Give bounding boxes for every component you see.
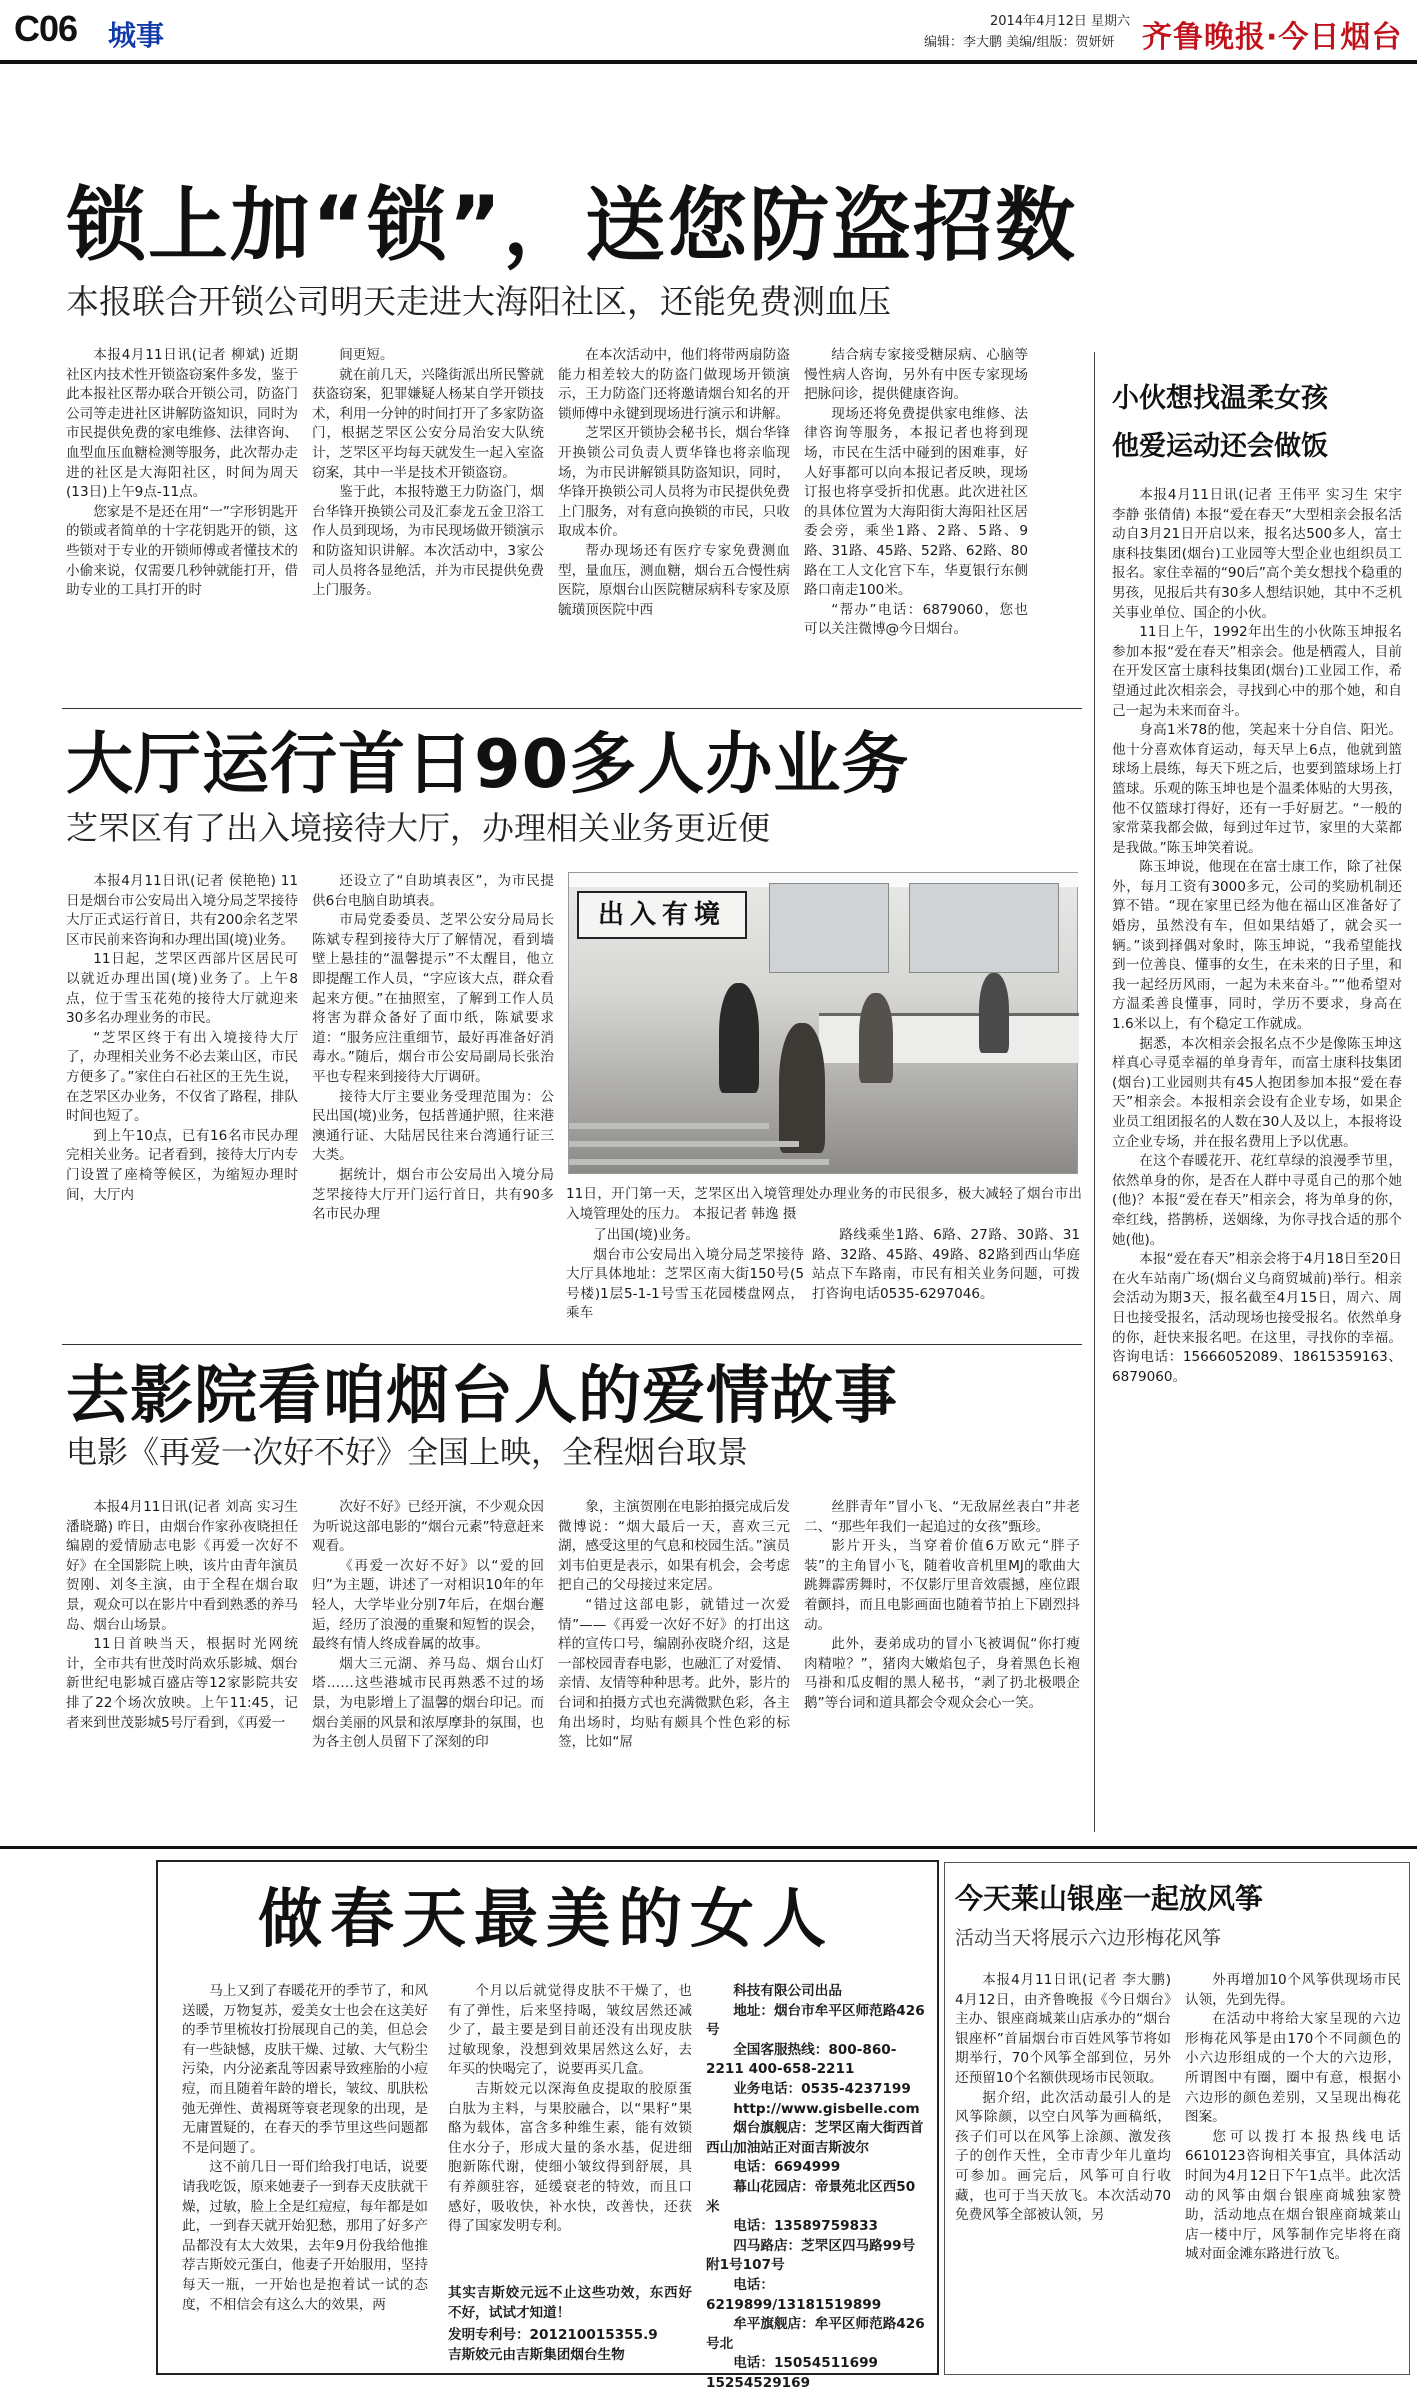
story2-column-1 bbox=[66, 872, 298, 1332]
paragraph: 接待大厅主要业务受理范围为：公民出国(境)业务，包括普通护照，往来港澳通行证、大陆居民往来台湾通行证三大类。 bbox=[312, 1088, 554, 1164]
paragraph: 烟大三元湖、养马岛、烟台山灯塔……这些港城市民再熟悉不过的场景，为电影增上了温馨的烟台印记。而烟台美丽的风景和浓厚摩卦的氛围，也为各主创人员留下了深刻的印 bbox=[312, 1655, 544, 1751]
story1-column-1 bbox=[66, 346, 298, 698]
paragraph: 电话：13589759833 bbox=[733, 2218, 879, 2235]
paragraph: 据介绍，此次活动最引人的是风筝除颜，以空白风筝为画稿纸，孩子们可以在风筝上涂颜、激发孩子的创作天性，全市青少年儿童均可参加。画完后，风筝可自行收藏，也可于当天放飞。本次活动70免费风筝全部被认领，另 bbox=[955, 2089, 1171, 2224]
paragraph: 本报4月11日讯(记者 刘高 实习生 潘晓璐) 昨日，由烟台作家孙夜晓担任编剧的爱情励志电影《再爱一次好不好》在全国影院上映，该片由青年演员贺刚、刘冬主演，由于全程在烟台取景，观众可以在影片中看到熟悉的养马岛、烟台山场景。 bbox=[66, 1499, 298, 1633]
paragraph: 个月以后就觉得皮肤不干燥了，也有了弹性，后来坚持喝，皱纹居然还减少了，最主要是到目前还没有出现皮肤过敏现象，没想到效果居然这么好，去年买的快喝完了，说要再买几盒。 bbox=[448, 1983, 692, 2078]
service-hall-photo bbox=[568, 872, 1078, 1174]
paragraph: 象，主演贺刚在电影拍摄完成后发微博说：“烟大最后一天，喜欢三元湖，感受这里的气息和校园生活。”演员刘韦伯更是表示，如果有机会，会考虑把自己的父母接过来定居。 bbox=[558, 1499, 790, 1594]
kite-column-2 bbox=[1185, 1971, 1401, 2371]
paragraph: 这不前几日一哥们给我打电话，说要请我吃饭，原来她妻子一到春天皮肤就干燥，过敏，脸上全是红痘痘，每年都是如此，一到春天就开始犯愁，那用了好多产品都没有太大效果，去年9月份我给他推荐吉斯姣元蛋白，他妻子开始服用，坚持每天一瓶，一开始也是抱着试一试的态度，不相信会有这么大的效果，两 bbox=[182, 2159, 428, 2313]
advertorial-column-1 bbox=[182, 1982, 428, 2370]
paragraph: 烟台旗舰店：芝罘区南大街西首西山加油站正对面吉斯波尔 bbox=[706, 2120, 924, 2156]
story1-column-3 bbox=[558, 346, 790, 698]
story1-headline: 锁上加“锁”，送您防盗招数 bbox=[66, 179, 1078, 272]
paragraph: 此外，妻弟成功的冒小飞被调侃“你打瘦肉精啦？”，猪肉大嫩焰包子，身着黑色长袍马褂和瓜皮帽的黑人秘书，“剥了扔北极喂企鹅”等台词和道具都会令观众会心一笑。 bbox=[804, 1636, 1080, 1711]
paragraph: 影片开头，当穿着价值6万欧元“胖子装”的主角冒小飞，随着收音机里MJ的歌曲大跳舞霹雳舞时，不仅影厅里音效震撼，座位跟着颤抖，而且电影画面也随着节拍上下剧烈抖动。 bbox=[804, 1538, 1080, 1633]
paragraph: 电话：6694999 bbox=[733, 2159, 841, 2176]
section-name: 城事 bbox=[108, 19, 165, 52]
advertorial-headline: 做春天最美的女人 bbox=[258, 1883, 834, 1957]
kite-subheadline: 活动当天将展示六边形梅花风筝 bbox=[955, 1927, 1222, 1949]
paragraph: 本报4月11日讯(记者 王伟平 实习生 宋宇 李静 张倩倩) 本报“爱在春天”大型相亲会报名活动自3月21日开启以来，报名达500多人，富士康科技集团(烟台)工业园等大型企业也组织员工报名。家住幸福的“90后”高个美女想找个稳重的男孩，见报后共有30多人想结识她，其中不乏机关事业单位、国企的小伙。 bbox=[1112, 487, 1402, 621]
story2-bottom-rule bbox=[62, 1344, 1082, 1345]
paragraph: 本报4月11日讯(记者 侯艳艳) 11日是烟台市公安局出入境分局芝罘接待大厅正式运行首日，共有200余名芝罘区市民前来咨询和办理出国(境)业务。 bbox=[66, 873, 298, 948]
paragraph: 电话：6219899/13181519899 bbox=[706, 2276, 882, 2313]
advertorial-contacts bbox=[706, 1982, 928, 2391]
paragraph: 11日上午，1992年出生的小伙陈玉坤报名参加本报“爱在春天”相亲会。他是栖霞人，目前在开发区富士康科技集团(烟台)工业园工作，希望通过此次相亲会，寻找到心中的那个她，和自己一起为未来而奋斗。 bbox=[1112, 624, 1402, 719]
story3-subheadline: 电影《再爱一次好不好》全国上映，全程烟台取景 bbox=[66, 1435, 748, 1471]
story2-subheadline: 芝罘区有了出入境接待大厅，办理相关业务更近便 bbox=[66, 809, 771, 847]
advertorial-slogan: 其实吉斯姣元远不止这些功效，东西好不好，试试才知道！ bbox=[448, 2285, 692, 2321]
paragraph: 芝罘区开锁协会秘书长，烟台华锋开换锁公司负责人贾华锋也将亲临现场，为市民讲解锁具防盗知识，同时，华锋开换锁公司人员将为市民提供免费上门服务，对有意向换锁的市民，只收取成本价。 bbox=[558, 425, 790, 540]
story3-column-4 bbox=[804, 1498, 1080, 1836]
kite-festival-box bbox=[944, 1862, 1410, 2375]
story1-bottom-rule bbox=[62, 708, 1082, 709]
story3-column-2 bbox=[312, 1498, 544, 1836]
paragraph: 路线乘坐1路、6路、27路、30路、31路、32路、45路、49路、82路到西山华庭站点下车路南，市民有相关业务问题，可拨打咨询电话0535-6297046。 bbox=[812, 1227, 1080, 1302]
paragraph: 本报4月11日讯(记者 柳斌) 近期社区内技术性开锁盗窃案件多发，鉴于此本报社区帮办联合开锁公司，防盗门公司等走进社区讲解防盗知识，同时为市民提供免费的家电维修、法律咨询、血型血压血糖检测等服务，此次帮办走进的社区是大海阳社区，时间为周天(13日)上午9点-11点。 bbox=[66, 347, 298, 501]
paragraph: 烟台市公安局出入境分局芝罘接待大厅具体地址：芝罘区南大街150号(5号楼)1层5-1-1号雪玉花园楼盘网点，乘车 bbox=[566, 1246, 804, 1322]
paragraph: 电话：15054511699 15254529169 bbox=[706, 2355, 879, 2391]
paragraph: 四马路店：芝罘区四马路99号附1号107号 bbox=[706, 2237, 916, 2274]
story1-column-2 bbox=[312, 346, 544, 698]
paragraph: 结合病专家接受糖尿病、心脑等慢性病人咨询，另外有中医专家现场把脉问诊，提供健康咨询。 bbox=[804, 347, 1028, 403]
paragraph: 牟平旗舰店：牟平区师范路426号北 bbox=[706, 2316, 925, 2352]
paragraph: 在这个春暖花开、花红草绿的浪漫季节里，依然单身的你，是否在人群中寻觅自己的那个她(他)？本报“爱在春天”相亲会，将为单身的你，牵红线，搭鹊桥，送姻缘，为你寻找合适的那个她(他)。 bbox=[1112, 1153, 1402, 1248]
side1-headline-line1: 小伙想找温柔女孩 bbox=[1112, 383, 1328, 414]
paragraph: 就在前几天，兴隆街派出所民警就获盗窃案，犯罪嫌疑人杨某自学开锁技术，利用一分钟的时间打开了多家防盗门，根据芝罘区公安分局治安大队统计，芝罘区平均每天就发生一起入室盗窃案，其中一半是技术开锁盗窃。 bbox=[312, 366, 544, 481]
paragraph: 还设立了“自助填表区”，为市民提供6台电脑自助填表。 bbox=[312, 873, 554, 909]
photo-caption: 11日，开门第一天，芝罘区出入境管理处办理业务的市民很多，极大减轻了烟台市出入境管理处的压力。 本报记者 韩逸 摄 bbox=[566, 1186, 1082, 1222]
photo-sign-text: 出入有境 bbox=[577, 891, 747, 939]
story2-headline: 大厅运行首日90多人办业务 bbox=[66, 725, 910, 803]
paragraph: 身高1米78的他，笑起来十分自信、阳光。他十分喜欢体育运动，每天早上6点，他就到篮球场上晨练，每天下班之后，也要到篮球场上打篮球。乐观的陈玉坤也是个温柔体贴的大男孩，他不仅篮球打得好，还有一手好厨艺。“一般的家常菜我都会做，每到过年过节，家里的大菜都是我做。”陈玉坤笑着说。 bbox=[1112, 722, 1402, 856]
paragraph: 11日起，芝罘区西部片区居民可以就近办理出国(境)业务了。上午8点，位于雪玉花苑的接待大厅就迎来30多名办理业务的市民。 bbox=[66, 951, 298, 1027]
paragraph: 您可以拨打本报热线电话6610123咨询相关事宜，具体活动时间为4月12日下午1点半。此次活动的风筝由烟台银座商城独家赞助，活动地点在烟台银座商城莱山店一楼中厅，风筝制作完毕将在商城对面金滩东路进行放飞。 bbox=[1185, 2128, 1401, 2263]
paragraph: 间更短。 bbox=[339, 347, 394, 363]
paragraph: 次好不好》已经开演，不少观众因为听说这部电影的“烟台元素”特意赶来观看。 bbox=[312, 1499, 544, 1555]
paragraph: “帮办”电话：6879060，您也可以关注微博@今日烟台。 bbox=[804, 601, 1028, 638]
paragraph: 了出国(境)业务。 bbox=[593, 1227, 699, 1243]
story3-column-3 bbox=[558, 1498, 790, 1836]
sidebar-divider bbox=[1094, 352, 1095, 1832]
paragraph: 鉴于此，本报特邀王力防盗门，烟台华锋开换锁公司及汇泰龙五金卫浴工作人员到现场，为市民现场做开锁演示和防盗知识讲解。本次活动中，3家公司人员将各显绝活，并为市民提供免费上门服务。 bbox=[312, 484, 544, 599]
header-rule bbox=[0, 60, 1417, 64]
paragraph: 据悉，本次相亲会报名点不少是像陈玉坤这样真心寻觅幸福的单身青年，而富士康科技集团(烟台)工业园则共有45人抱团参加本报“爱在春天”相亲会。本报相亲会设有企业专场，如果企业员工组团报名的人数在30人及以上，本报将设立企业专场，并在报名费用上予以优惠。 bbox=[1112, 1035, 1402, 1150]
kite-headline: 今天莱山银座一起放风筝 bbox=[955, 1882, 1264, 1915]
editor-credit: 编辑：李大鹏 美编/组版：贺妍妍 bbox=[924, 35, 1115, 50]
side1-body bbox=[1112, 486, 1402, 1822]
paragraph: 现场还将免费提供家电维修、法律咨询等服务，本报记者也将到现场，市民在生活中碰到的困难事，好人好事都可以向本报记者反映，现场订报也将享受折扣优惠。此次进社区的具体位置为大海阳街大海阳社区居委会旁，乘坐1路、2路、5路、9路、31路、45路、52路、62路、80路在工人文化宫下车，华夏银行东侧路口南走100米。 bbox=[804, 405, 1028, 599]
paragraph: 本报“爱在春天”相亲会将于4月18日至20日在火车站南广场(烟台义乌商贸城前)举行。相亲会活动为期3天，报名截至4月15日，周六、周日也接受报名，活动现场也接受报名。依然单身的你，赶快来报名吧。在这里，寻找你的幸福。咨询电话：15666052089、18615359163、6879060。 bbox=[1112, 1251, 1402, 1385]
story1-subheadline: 本报联合开锁公司明天走进大海阳社区，还能免费测血压 bbox=[66, 282, 891, 321]
paragraph: http://www.gisbelle.com bbox=[733, 2100, 920, 2117]
story3-column-1 bbox=[66, 1498, 298, 1836]
paragraph: 据统计，烟台市公安局出入境分局芝罘接待大厅开门运行首日，共有90多名市民办理 bbox=[312, 1166, 554, 1223]
paragraph: 到上午10点，已有16名市民办理完相关业务。记者看到，接待大厅内专门设置了座椅等候区，为缩短办理时间，大厅内 bbox=[66, 1127, 298, 1203]
paragraph: 外再增加10个风筝供现场市民认领，先到先得。 bbox=[1185, 1972, 1401, 2008]
paragraph: 吉斯姣元以深海鱼皮提取的胶原蛋白肽为主料，与果胶融合，以“果籽”果酪为载体，富含多种维生素，能有效锁住水分子，形成大量的条水基，促进细胞新陈代谢，使细小皱纹得到舒展，具有养颜驻容，延缓衰老的特效，而且口感好，吸收快，补水快，改善快，还获得了国家发明专利。 bbox=[448, 2080, 692, 2235]
paragraph: 在活动中将给大家呈现的六边形梅花风筝是由170个不同颜色的小六边形组成的一个大的六边形，所谓图中有圈，圈中有意，根据小六边形的颜色差别，又呈现出梅花图案。 bbox=[1185, 2011, 1401, 2126]
story2-column-3 bbox=[566, 1226, 804, 1346]
side1-headline-line2: 他爱运动还会做饭 bbox=[1112, 431, 1328, 462]
advertorial-maker: 吉斯姣元由吉斯集团烟台生物 bbox=[448, 2347, 625, 2363]
paragraph: 陈玉坤说，他现在在富士康工作，除了社保外，每月工资有3000多元，公司的奖励机制还算不错。“现在家里已经为他在福山区准备好了婚房，虽然没有车，但如果结婚了，就会买一辆。”谈到择偶对象时，陈玉坤说，“我希望能找到一位善良、懂事的女生，在未来的日子里，和我一起经历风雨，一起为未来奋斗。”“他希望对方温柔善良懂事，同时，学历不要求，身高在1.6米以上，有个稳定工作就成。 bbox=[1112, 859, 1402, 1033]
paragraph: 丝胖青年”冒小飞、“无敌屌丝表白”井老二、“那些年我们一起追过的女孩”甄珍。 bbox=[804, 1499, 1080, 1535]
paragraph: 您家是不是还在用“一”字形钥匙开的锁或者简单的十字花钥匙开的锁，这些锁对于专业的开锁师傅或者懂技术的小偷来说，仅需要几秒钟就能打开，借助专业的工具打开的时 bbox=[66, 503, 298, 599]
paragraph: 幕山花园店：帝景苑北区西50米 bbox=[706, 2178, 916, 2215]
paragraph: 11日首映当天，根据时光网统计，全市共有世茂时尚欢乐影城、烟台新世纪电影城百盛店等12家影院共安排了22个场次放映。上午11:45，记者来到世茂影城5号厅看到，《再爱一 bbox=[66, 1636, 298, 1731]
paragraph: 市局党委委员、芝罘公安分局局长陈斌专程到接待大厅了解情况，看到墙壁上悬挂的“温馨提示”不太醒目，他立即提醒工作人员，“字应该大点，群众看起来方便。”在抽照室，了解到工作人员将害为群众备好了面巾纸，陈斌要求道：“服务应注重细节，最好再准备好消毒水。”随后，烟台市公安局副局长张治平也专程来到接待大厅调研。 bbox=[312, 912, 554, 1085]
issue-date: 2014年4月12日 星期六 bbox=[990, 14, 1131, 29]
advertorial-box bbox=[156, 1860, 939, 2391]
paragraph: 全国客服热线：800-860-2211 400-658-2211 bbox=[706, 2041, 897, 2078]
story2-column-2 bbox=[312, 872, 554, 1332]
story1-column-4 bbox=[804, 346, 1028, 698]
paragraph: “芝罘区终于有出入境接待大厅了，办理相关业务不必去莱山区，市民方便多了。”家住白石社区的王先生说，在芝罘区办业务，不仅省了路程，排队时间也短了。 bbox=[66, 1029, 298, 1125]
lower-section-rule bbox=[0, 1846, 1417, 1849]
kite-column-1 bbox=[955, 1971, 1171, 2371]
paragraph: “错过这部电影，就错过一次爱情”——《再爱一次好不好》的打出这样的宣传口号，编剧孙夜晓介绍，这是一部校园青春电影，也融汇了对爱情、亲情、友情等种种思考。此外，影片的台词和拍摄方式也充满微默色彩，各主角出场时，均贴有颇具个性色彩的标签，比如“屌 bbox=[558, 1596, 790, 1751]
masthead-brand: 齐鲁晚报·今日烟台 bbox=[1142, 20, 1403, 55]
paragraph: 本报4月11日讯(记者 李大鹏) 4月12日，由齐鲁晚报《今日烟台》主办、银座商城莱山店承办的“烟台银座杯”首届烟台市百姓风筝节将如期举行，70个风筝全部到位，另外还预留10个名额供现场市民领取。 bbox=[955, 1972, 1171, 2086]
story3-headline: 去影院看咱烟台人的爱情故事 bbox=[66, 1359, 898, 1432]
advertorial-patent: 发明专利号：201210015355.9 bbox=[448, 2327, 658, 2343]
page-number: C06 bbox=[14, 8, 78, 49]
paragraph: 《再爱一次好不好》以“爱的回归”为主题，讲述了一对相识10年的年轻人，大学毕业分别7年后，在烟台邂逅，经历了浪漫的重聚和短暂的误会，最终有情人终成眷属的故事。 bbox=[312, 1557, 544, 1653]
paragraph: 马上又到了春暖花开的季节了，和风送暖，万物复苏，爱美女士也会在这美好的季节里梳妆打扮展现自己的美，但总会有一些缺憾，皮肤干燥、过敏、大气粉尘污染，内分泌紊乱等因素导致痤胎的小痘痘，而且随着年龄的增长，皱纹、肌肤松弛无弹性、黄褐斑等衰老现象的出现，是无庸置疑的，在春天的季节里这些问题都不是问题了。 bbox=[182, 1983, 428, 2156]
paragraph: 科技有限公司出品 bbox=[733, 1983, 842, 1999]
paragraph: 帮办现场还有医疗专家免费测血型，量血压，测血糖，烟台五合慢性病医院，原烟台山医院糖尿病科专家及原毓璜顶医院中西 bbox=[558, 542, 790, 618]
paragraph: 地址：烟台市牟平区师范路426号 bbox=[706, 2002, 925, 2039]
story2-column-4 bbox=[812, 1226, 1080, 1346]
paragraph: 业务电话：0535-4237199 bbox=[733, 2080, 911, 2097]
paragraph: 在本次活动中，他们将带两扇防盗能力相差较大的防盗门做现场开锁演示，王力防盗门还将邀请烟台知名的开锁师傅中永键到现场进行演示和讲解。 bbox=[558, 347, 790, 422]
